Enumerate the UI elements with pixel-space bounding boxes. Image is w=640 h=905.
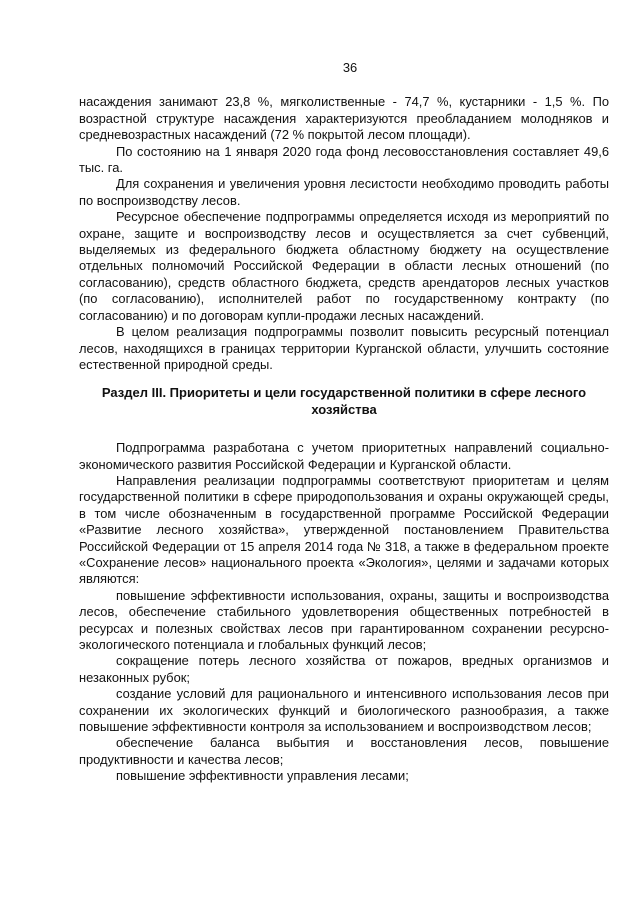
list-item-losses: сокращение потерь лесного хозяйства от пожаров, вредных организмов и незаконных рубок; bbox=[79, 653, 609, 685]
paragraph-forest-composition: насаждения занимают 23,8 %, мягколиственные - 74,7 %, кустарники - 1,5 %. По возрастной структуре насаждения характеризуются преобладанием молодняков и средневозрастных насаждений (72 % покрытой лесом площади). bbox=[79, 94, 609, 143]
list-item-efficiency: повышение эффективности использования, охраны, защиты и воспроизводства лесов, обеспечение стабильного удовлетворения общественных потребностей в ресурсах и полезных свойствах лесов при гарантированном сохранении ресурсно-экологического потенциала и глобальных функций лесов; bbox=[79, 587, 609, 652]
list-item-management: повышение эффективности управления лесами; bbox=[116, 768, 409, 784]
list-item-conditions: создание условий для рационального и интенсивного использования лесов при сохранении их экологических функций и биологического разнообразия, а также повышение эффективности контроля за использованием и воспроизводством лесов; bbox=[79, 686, 609, 735]
paragraph-reforestation-fund: По состоянию на 1 января 2020 года фонд лесовосстановления составляет 49,6 тыс. га. bbox=[79, 143, 609, 176]
paragraph-resource-support: Ресурсное обеспечение подпрограммы определяется исходя из мероприятий по охране, защите и воспроизводству лесов и осуществляется за счет субвенций, выделяемых из федерального бюджета областному бюджету на осуществление отдельных полномочий Российской Федерации в области лесных отношений (по согласованию), средств областного бюджета, средств арендаторов лесных участков (по согласованию), исполнителей работ по государственному контракту (по согласованию) и по договорам купли-продажи лесных насаждений. bbox=[79, 209, 609, 323]
paragraph-subprogram-developed: Подпрограмма разработана с учетом приоритетных направлений социально-экономического развития Российской Федерации и Курганской области. bbox=[79, 440, 609, 472]
paragraph-directions: Направления реализации подпрограммы соответствуют приоритетам и целям государственной политики в сфере природопользования и охраны окружающей среды, в том числе обозначенным в государственной программе Российской Федерации «Развитие лесного хозяйства», утвержденной постановлением Правительства Российской Федерации от 15 апреля 2014 года № 318, а также в федеральном проекте «Сохранение лесов» национального проекта «Экология», целями и задачами которых являются: bbox=[79, 472, 609, 587]
list-item-balance: обеспечение баланса выбытия и восстановления лесов, повышение продуктивности и качества лесов; bbox=[79, 735, 609, 767]
section-heading: Раздел III. Приоритеты и цели государственной политики в сфере лесного хозяйства bbox=[101, 385, 587, 417]
document-page bbox=[79, 60, 609, 785]
paragraph-forest-cover: Для сохранения и увеличения уровня лесистости необходимо проводить работы по воспроизводству лесов. bbox=[79, 176, 609, 208]
page-number: 36 bbox=[342, 60, 358, 75]
paragraph-overall-result: В целом реализация подпрограммы позволит повысить ресурсный потенциал лесов, находящихся в границах территории Курганской области, улучшить состояние естественной природной среды. bbox=[79, 324, 609, 372]
